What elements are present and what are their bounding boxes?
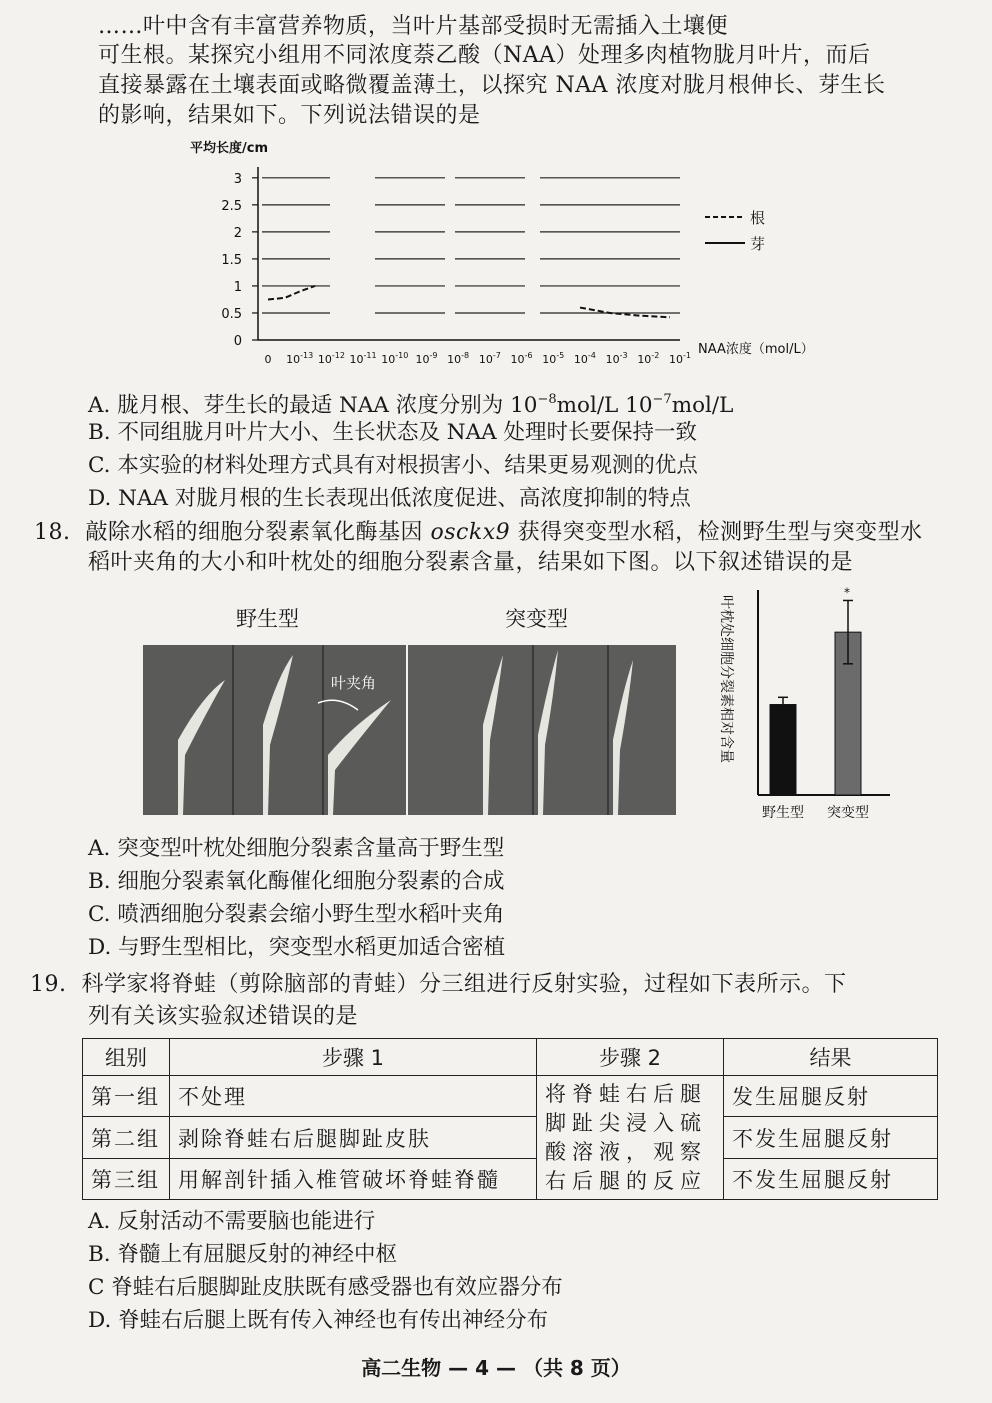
chart1-ytick-label: 1 [233,279,242,295]
photo-label-mutant: 突变型 [505,607,568,631]
q19-option-d[interactable]: D. 脊蛙右后腿上既有传入神经也有传出神经分布 [88,1308,549,1333]
chart1-ytick-label: 3 [233,171,242,187]
chart1-xtick-label: $10^{-9}$ [415,351,438,366]
q17-option-d[interactable]: D. NAA 对胧月根的生长表现出低浓度促进、高浓度抑制的特点 [88,486,691,511]
chart1-ytick-label: 0.5 [221,306,242,322]
q18-option-d[interactable]: D. 与野生型相比，突变型水稻更加适合密植 [88,935,506,960]
q17-option-a[interactable] [88,385,733,421]
q17-option-b[interactable]: B. 不同组胧月叶片大小、生长状态及 NAA 处理时长要保持一致 [88,420,698,445]
table-cell-group: 第一组 [83,1076,170,1117]
chart2-category-label: 野生型 [762,805,804,821]
chart2-ylabel: 叶枕处细胞分裂素相对含量 [718,595,734,763]
table-header-step1: 步骤 1 [170,1039,537,1076]
q18-number: 18. [34,520,71,545]
q19-stem-line-1 [30,970,847,1000]
table-header-row [83,1039,938,1076]
q18-option-b[interactable]: B. 细胞分裂素氧化酶催化细胞分裂素的合成 [88,869,505,894]
chart1-legend-bud: 芽 [750,235,766,253]
q17-option-a-unit: mol/L [671,393,734,418]
naa-length-chart [180,135,840,380]
table-cell-group: 第三组 [83,1158,170,1199]
q18-stem-post: 获得突变型水稻，检测野生型与突变型水 [510,520,923,545]
wildtype-rice-image [143,645,406,815]
table-row [83,1076,938,1117]
cytokinin-bar-chart [700,585,900,825]
chart2-category-label: 突变型 [827,805,869,821]
table-cell-result: 不发生屈腿反射 [724,1158,938,1199]
q18-option-a[interactable]: A. 突变型叶枕处细胞分裂素含量高于野生型 [88,836,505,861]
table-cell-result: 不发生屈腿反射 [724,1117,938,1158]
chart1-legend-root: 根 [750,209,766,227]
page-footer: 高二生物 — 4 — （共 8 页） [361,1356,631,1380]
table-row [83,1117,938,1158]
q18-stem-pre: 敲除水稻的细胞分裂素氧化酶基因 [85,520,431,545]
table-cell-step2 [537,1076,724,1200]
q18-stem-line-1 [34,518,923,548]
chart1-xtick-label: $10^{-12}$ [317,351,345,366]
step2-line: 右后腿的反应 [545,1168,707,1193]
chart1-xtick-label: $10^{-8}$ [447,351,470,366]
chart1-xlabel: NAA浓度（mol/L） [698,342,814,357]
chart1-xtick-label: $10^{-6}$ [510,351,533,366]
table-cell-result: 发生屈腿反射 [724,1076,938,1117]
chart1-xtick-label: $10^{-1}$ [669,351,691,366]
chart1-xtick-label: $10^{-13}$ [286,351,314,366]
q18-option-c[interactable]: C. 喷洒细胞分裂素会缩小野生型水稻叶夹角 [88,902,505,927]
q17-option-a-text: A. 胧月根、芽生长的最适 NAA 浓度分别为 10 [88,393,538,418]
q19-stem-text: 科学家将脊蛙（剪除脑部的青蛙）分三组进行反射实验，过程如下表所示。下 [81,972,847,997]
experiment-table [82,1038,938,1200]
table-cell-step1: 剥除脊蛙右后腿脚趾皮肤 [170,1117,537,1158]
leaf-angle-label: 叶夹角 [331,674,377,692]
chart1-xtick-label: $10^{-2}$ [637,351,660,366]
photo-label-wildtype: 野生型 [236,607,299,631]
step2-line: 酸溶液，观察 [545,1139,707,1164]
q18-stem-line-2: 稻叶夹角的大小和叶枕处的细胞分裂素含量，结果如下图。以下叙述错误的是 [88,550,854,575]
chart1-xtick-label: $10^{-4}$ [573,351,596,366]
chart1-ylabel: 平均长度/cm [190,141,269,156]
table-cell-group: 第二组 [83,1117,170,1158]
q17-option-a-sup2: −7 [652,392,672,407]
table-header-group: 组别 [83,1039,170,1076]
step2-line: 脚趾尖浸入硫 [545,1110,707,1135]
q19-option-c[interactable]: C 脊蛙右后腿脚趾皮肤既有感受器也有效应器分布 [88,1275,563,1300]
chart1-ytick-label: 1.5 [221,252,242,268]
step2-line: 将脊蛙右后腿 [545,1081,707,1106]
chart1-xtick-label: $10^{-11}$ [349,351,377,366]
chart2-bar [770,705,796,795]
chart1-ytick-label: 2 [233,225,242,241]
q18-gene-name: osckx9 [430,520,511,545]
chart1-xtick-label: $10^{-3}$ [605,351,628,366]
table-header-step2: 步骤 2 [537,1039,724,1076]
mutant-photo [408,645,676,815]
table-row [83,1158,938,1199]
q17-stem-line-4: 的影响，结果如下。下列说法错误的是 [98,103,481,128]
chart1-xtick-label: $10^{-5}$ [542,351,565,366]
chart1-xtick-label: 0 [264,353,272,366]
wildtype-photo [143,645,406,815]
chart1-ytick-label: 0 [233,334,242,349]
table-header-result: 结果 [724,1039,938,1076]
q17-option-a-mid: mol/L 10 [556,393,653,418]
chart1-ytick-label: 2.5 [221,198,242,214]
chart2-significance: * [844,585,850,600]
chart1-xtick-label: $10^{-7}$ [478,351,501,366]
q17-stem-line-3: 直接暴露在土壤表面或略微覆盖薄土，以探究 NAA 浓度对胧月根伸长、芽生长 [98,73,886,98]
q19-option-b[interactable]: B. 脊髓上有屈腿反射的神经中枢 [88,1242,397,1267]
mutant-rice-image [408,645,676,815]
q19-number: 19. [30,972,67,997]
q17-stem-line-2: 可生根。某探究小组用不同浓度萘乙酸（NAA）处理多肉植物胧月叶片，而后 [98,43,871,68]
q17-option-c[interactable]: C. 本实验的材料处理方式具有对根损害小、结果更易观测的优点 [88,453,698,478]
chart1-xtick-label: $10^{-10}$ [381,351,409,366]
q19-stem-line-2: 列有关该实验叙述错误的是 [88,1004,359,1029]
table-cell-step1: 不处理 [170,1076,537,1117]
q19-option-a[interactable]: A. 反射活动不需要脑也能进行 [88,1209,376,1234]
q17-option-a-sup1: −8 [537,392,557,407]
table-cell-step1: 用解剖针插入椎管破坏脊蛙脊髓 [170,1158,537,1199]
q17-stem-line-1: ……叶中含有丰富营养物质，当叶片基部受损时无需插入土壤便 [98,14,729,39]
